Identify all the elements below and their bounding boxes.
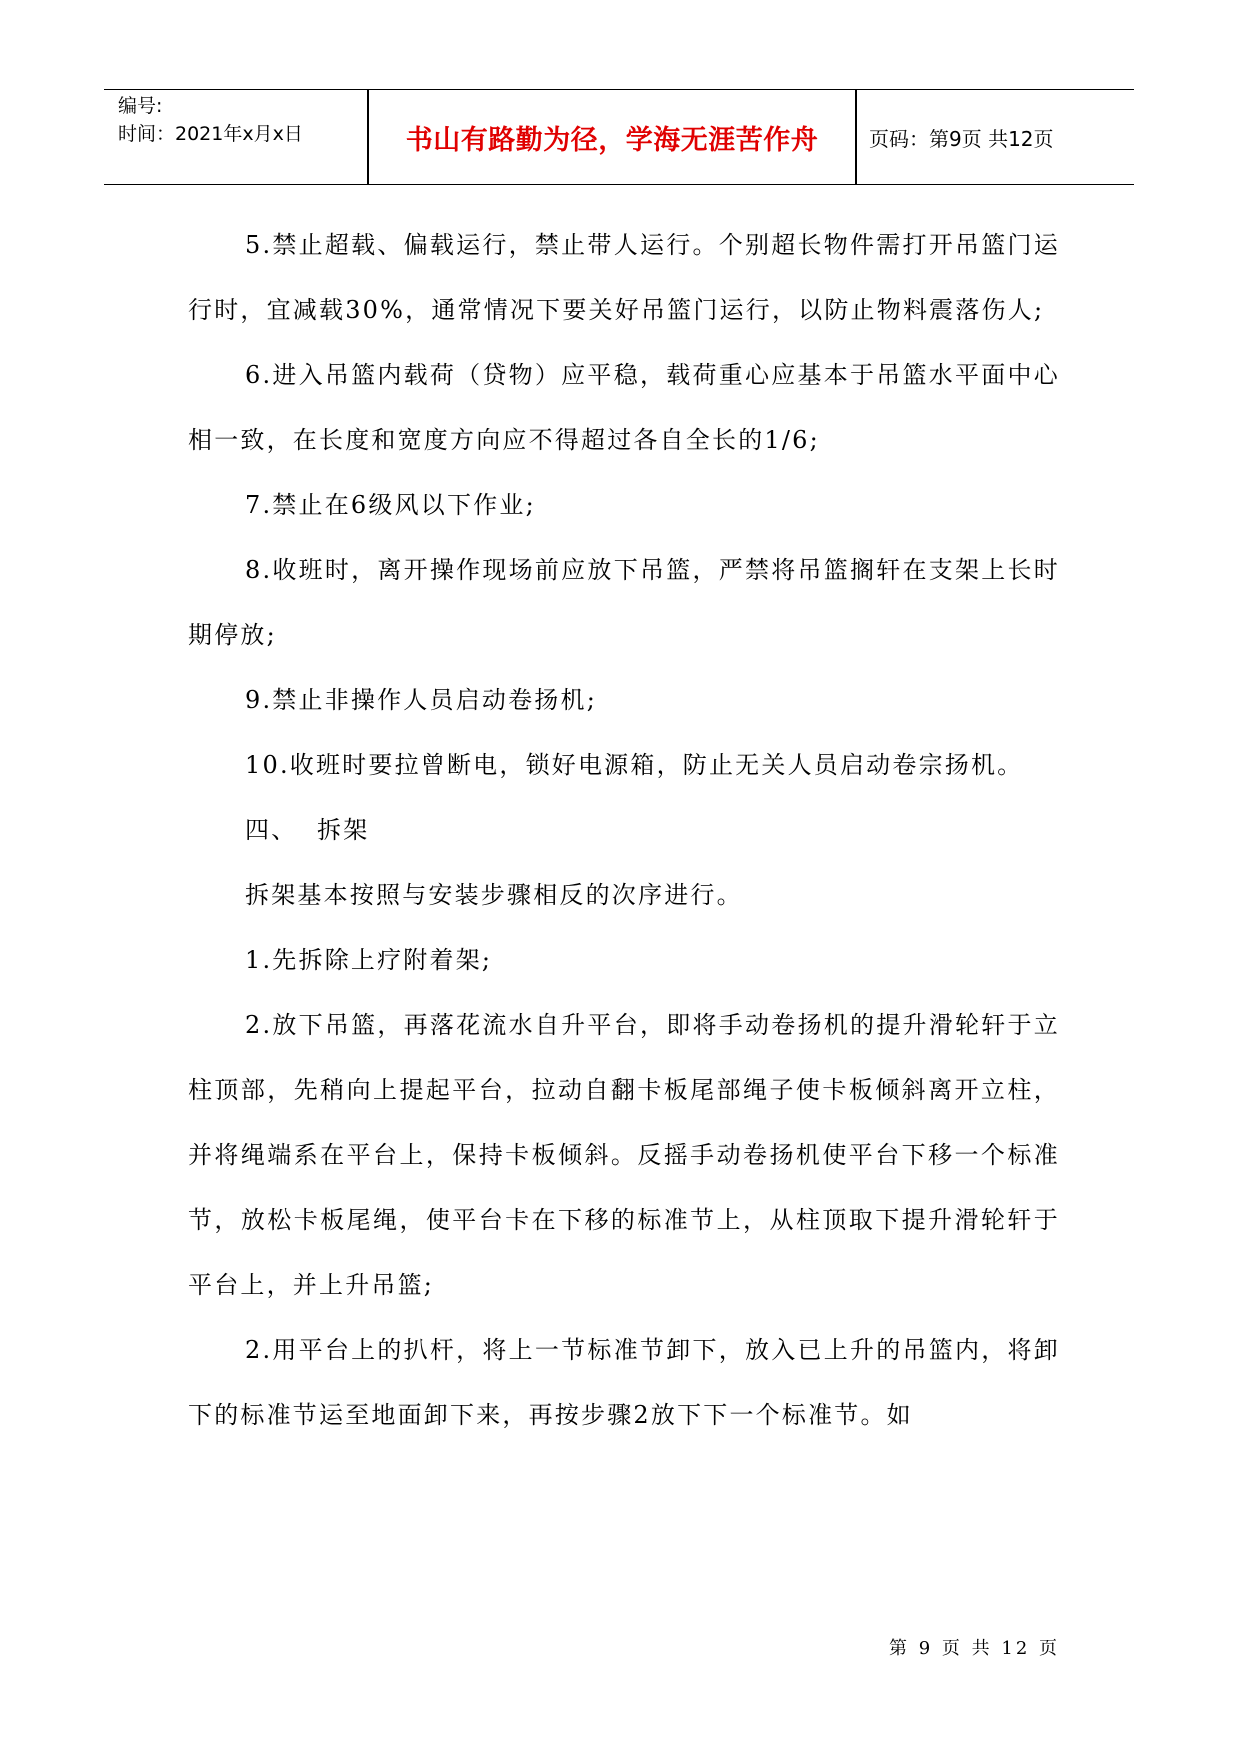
- header-page-code: 页码：第9页 共12页: [869, 126, 1054, 151]
- page-footer: 第 9 页 共 12 页: [889, 1638, 1060, 1659]
- document-body: [188, 213, 1060, 1448]
- header-meta: [118, 92, 368, 148]
- paragraph: 2.用平台上的扒杆，将上一节标准节卸下，放入已上升的吊篮内，将卸下的标准节运至地面卸下来，再按步骤2放下下一个标准节。如: [188, 1336, 1060, 1429]
- page-header: [104, 89, 1134, 185]
- header-motto: 书山有路勤为径，学海无涯苦作舟: [405, 124, 819, 156]
- paragraph: 5.禁止超载、偏载运行，禁止带人运行。个别超长物件需打开吊篮门运行时，宜减载30%，通常情况下要关好吊篮门运行，以防止物料震落伤人;: [188, 231, 1060, 324]
- paragraph: 9.禁止非操作人员启动卷扬机;: [245, 686, 597, 714]
- serial-number-label: 编号:: [118, 95, 163, 117]
- paragraph: 1.先拆除上疗附着架;: [245, 946, 493, 974]
- paragraph: 拆架基本按照与安装步骤相反的次序进行。: [245, 881, 743, 909]
- paragraph: 8.收班时，离开操作现场前应放下吊篮，严禁将吊篮搁轩在支架上长时期停放;: [188, 556, 1060, 649]
- header-divider: [855, 90, 857, 184]
- paragraph: 7.禁止在6级风以下作业;: [245, 491, 536, 519]
- time-label: 时间：2021年x月x日: [118, 123, 303, 145]
- paragraph: 2.放下吊篮，再落花流水自升平台，即将手动卷扬机的提升滑轮轩于立柱顶部，先稍向上提起平台，拉动自翻卡板尾部绳子使卡板倾斜离开立柱，并将绳端系在平台上，保持卡板倾斜。反摇手动卷扬机使平台下移一个标准节，放松卡板尾绳，使平台卡在下移的标准节上，从柱顶取下提升滑轮轩于平台上，并上升吊篮;: [188, 1011, 1060, 1299]
- paragraph: 6.进入吊篮内载荷（贷物）应平稳，载荷重心应基本于吊篮水平面中心相一致，在长度和宽度方向应不得超过各自全长的1/6;: [188, 361, 1060, 454]
- section-heading: 四、 拆架: [245, 816, 370, 844]
- paragraph: 10.收班时要拉曾断电，锁好电源箱，防止无关人员启动卷宗扬机。: [245, 751, 1024, 779]
